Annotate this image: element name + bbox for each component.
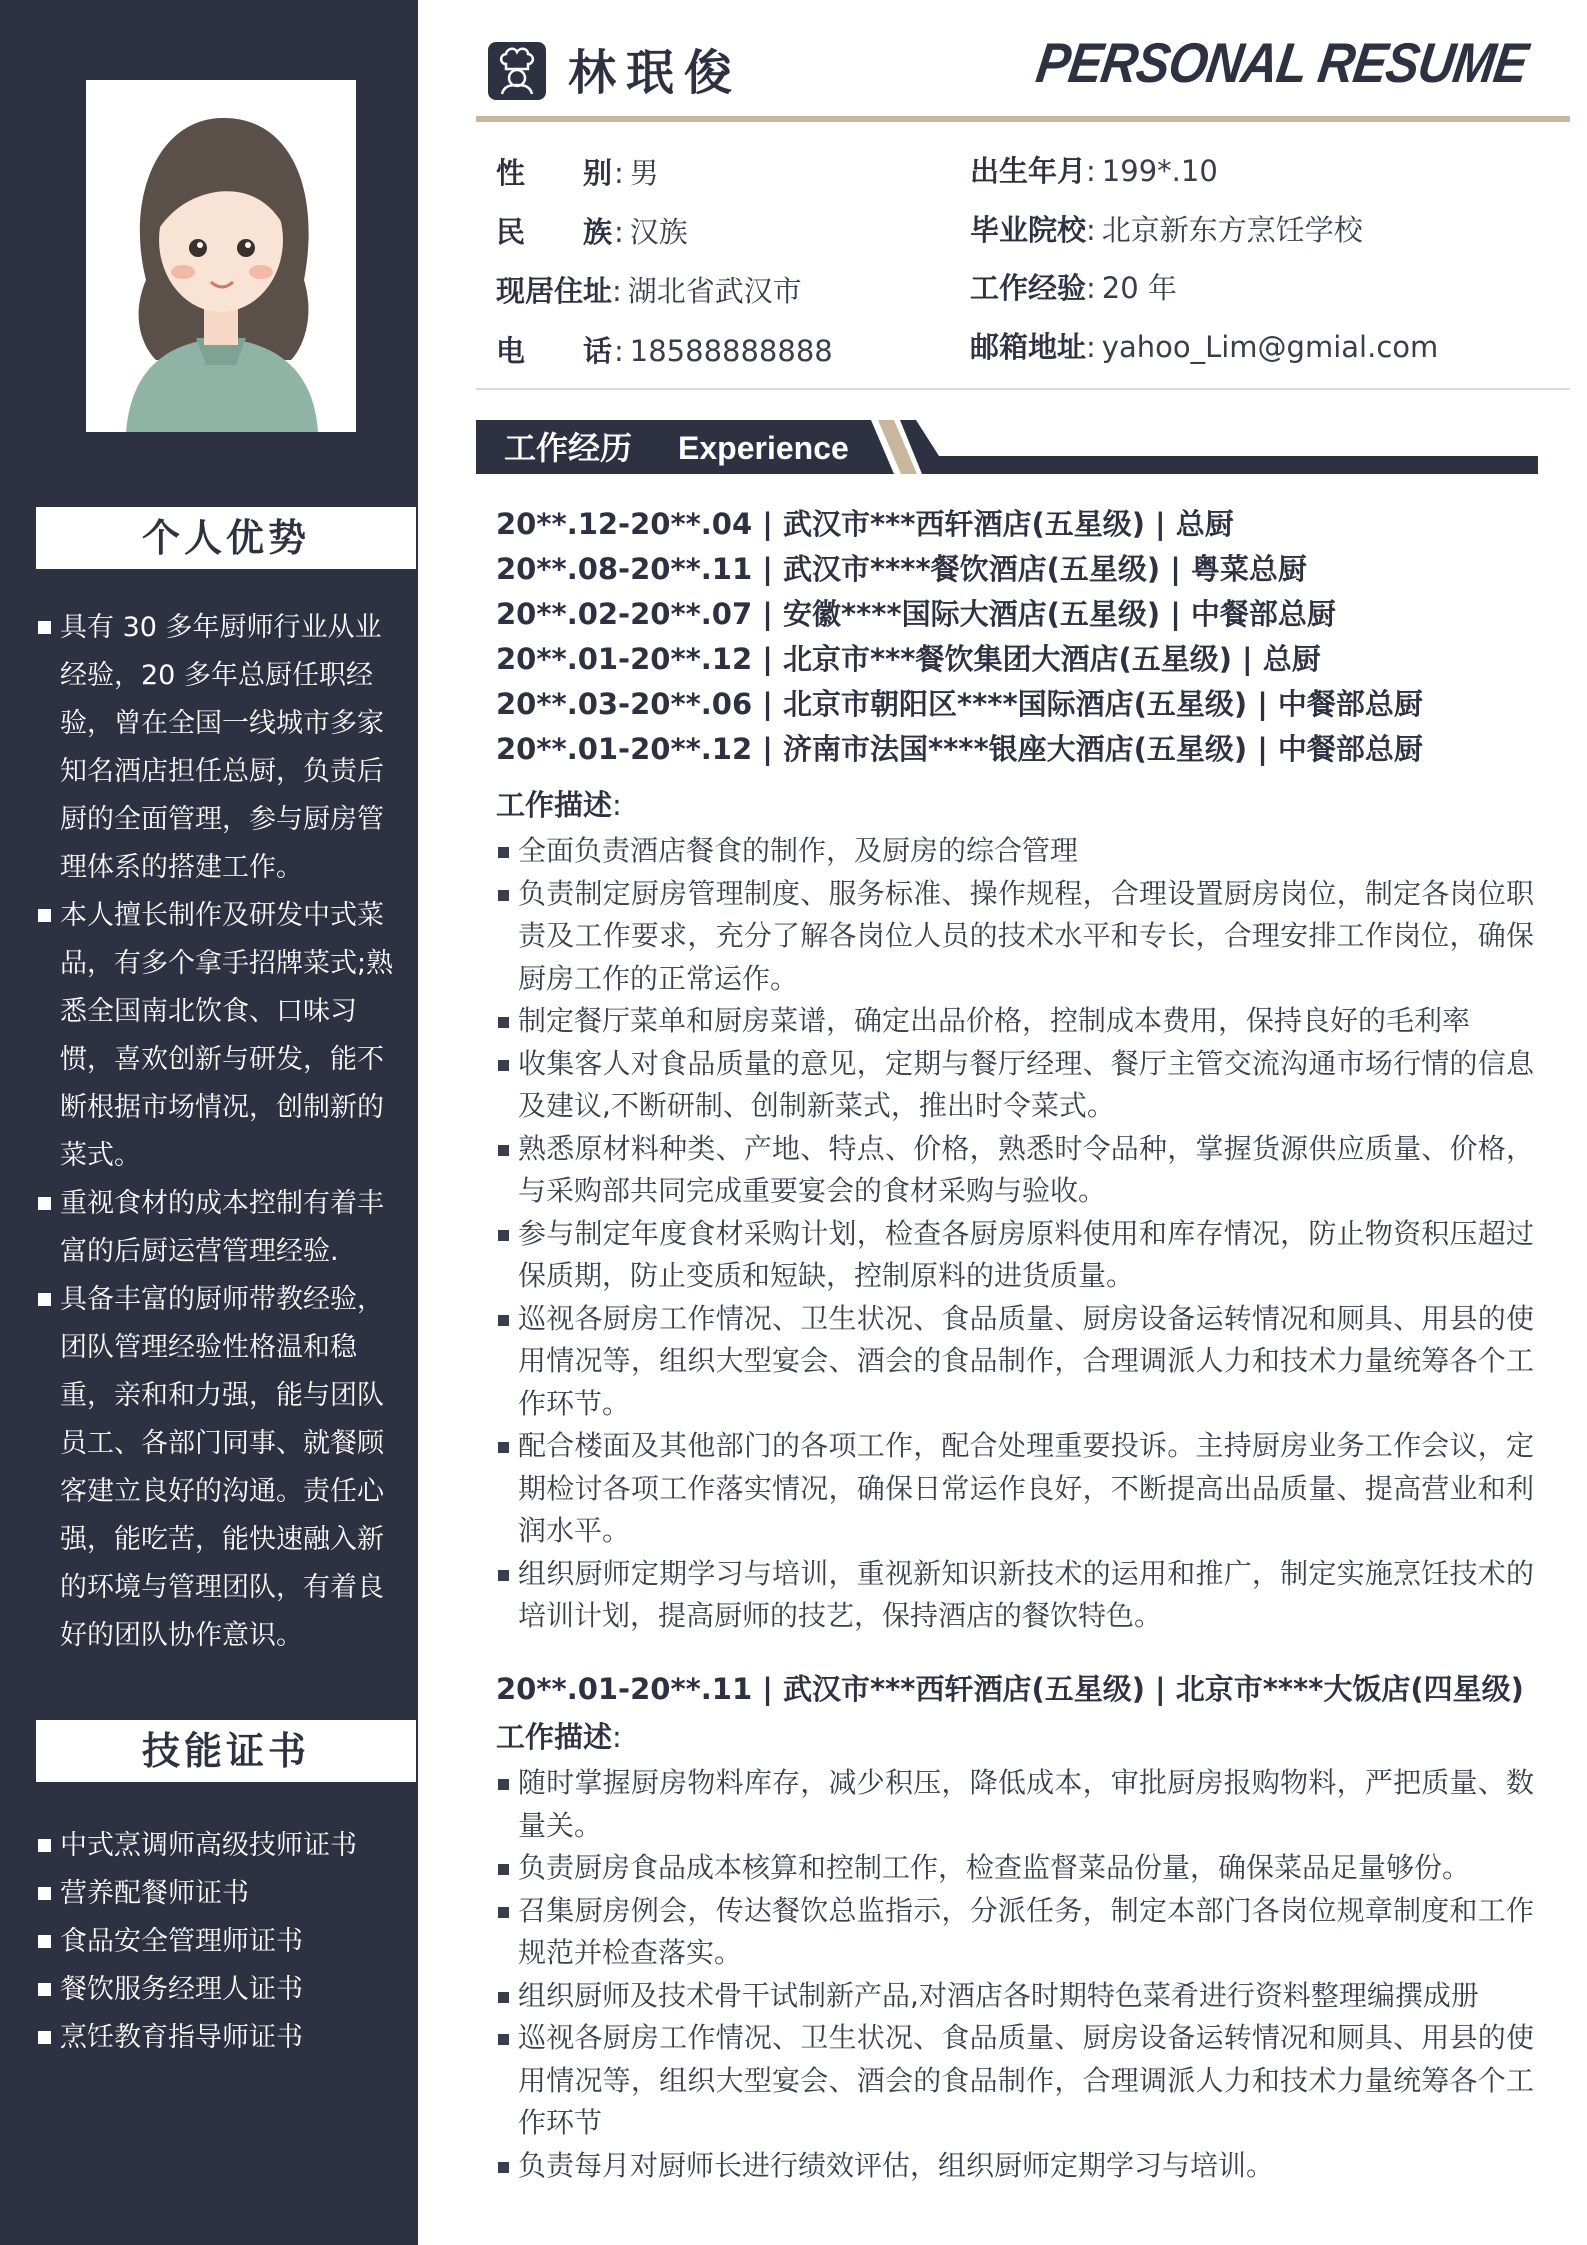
desc-title-2 xyxy=(496,1716,622,1758)
chef-icon xyxy=(488,42,546,100)
info-school: 毕业院校: 北京新东方烹饪学校 xyxy=(970,210,1363,250)
info-label: 出生年月 xyxy=(970,154,1087,188)
experience-title-cn: 工作经历 xyxy=(504,429,633,467)
list-item: 制定餐厅菜单和厨房菜谱，确定出品价格，控制成本费用，保持良好的毛利率 xyxy=(496,1000,1534,1043)
job-entry: 20**.03-20**.06 | 北京市朝阳区****国际酒店(五星级) | 中餐部总厨 xyxy=(496,687,1423,721)
info-value: 汉族 xyxy=(629,215,688,249)
desc-title-colon: : xyxy=(612,1720,622,1754)
resume-title: PERSONAL RESUME xyxy=(1032,31,1532,95)
info-value: 北京新东方烹饪学校 xyxy=(1101,213,1363,247)
info-value: 18588888888 xyxy=(629,334,833,368)
list-item: 召集厨房例会，传达餐饮总监指示，分派任务，制定本部门各岗位规章制度和工作规范并检查落实。 xyxy=(496,1890,1534,1975)
desc-title-colon: : xyxy=(612,788,622,822)
info-value: 199*.10 xyxy=(1101,154,1218,188)
avatar xyxy=(86,80,356,432)
list-item: 中式烹调师高级技师证书 xyxy=(36,1822,396,1870)
info-value: yahoo_Lim@gmial.com xyxy=(1101,330,1439,364)
list-item: 餐饮服务经理人证书 xyxy=(36,1966,396,2014)
info-label: 性 别 xyxy=(496,156,613,190)
list-item: 巡视各厨房工作情况、卫生状况、食品质量、厨房设备运转情况和厕具、用县的使用情况等，组织大型宴会、酒会的食品制作，合理调派人力和技术力量统筹各个工作环节。 xyxy=(496,1298,1534,1426)
info-value: 湖北省武汉市 xyxy=(627,274,802,308)
experience-title-en: Experience xyxy=(678,430,849,466)
list-item: 营养配餐师证书 xyxy=(36,1870,396,1918)
list-item: 配合楼面及其他部门的各项工作，配合处理重要投诉。主持厨房业务工作会议，定期检讨各项工作落实情况，确保日常运作良好，不断提高出品质量、提高营业和利润水平。 xyxy=(496,1425,1534,1553)
list-item: 本人擅长制作及研发中式菜品，有多个拿手招牌菜式;熟悉全国南北饮食、口味习惯，喜欢创新与研发，能不断根据市场情况，创制新的菜式。 xyxy=(36,892,396,1180)
job-entry: 20**.08-20**.11 | 武汉市****餐饮酒店(五星级) | 粤菜总厨 xyxy=(496,552,1307,586)
info-email: 邮箱地址: yahoo_Lim@gmial.com xyxy=(970,327,1438,367)
list-item: 食品安全管理师证书 xyxy=(36,1918,396,1966)
desc-list xyxy=(496,830,1534,1638)
info-phone: 电 话: 18588888888 xyxy=(496,331,833,371)
advantages-heading: 个人优势 xyxy=(36,507,416,569)
job-entry: 20**.02-20**.07 | 安徽****国际大酒店(五星级) | 中餐部总厨 xyxy=(496,597,1336,631)
info-divider xyxy=(476,388,1570,390)
desc-title xyxy=(496,784,622,826)
info-label: 民 族 xyxy=(496,215,613,249)
list-item: 负责厨房食品成本核算和控制工作，检查监督菜品份量，确保菜品足量够份。 xyxy=(496,1847,1534,1890)
list-item: 收集客人对食品质量的意见，定期与餐厅经理、餐厅主管交流沟通市场行情的信息及建议,不断研制、创制新菜式，推出时令菜式。 xyxy=(496,1043,1534,1128)
list-item: 重视食材的成本控制有着丰富的后厨运营管理经验. xyxy=(36,1180,396,1276)
list-item: 随时掌握厨房物料库存，减少积压，降低成本，审批厨房报购物料，严把质量、数量关。 xyxy=(496,1762,1534,1847)
name: 林珉俊 xyxy=(568,45,743,101)
info-label: 毕业院校 xyxy=(970,213,1087,247)
certs-heading: 技能证书 xyxy=(36,1720,416,1782)
desc-list-2 xyxy=(496,1762,1534,2187)
job-entry-2: 20**.01-20**.11 | 武汉市***西轩酒店(五星级) | 北京市****大饭店(四星级) xyxy=(496,1672,1524,1706)
job-entry: 20**.12-20**.04 | 武汉市***西轩酒店(五星级) | 总厨 xyxy=(496,507,1234,541)
list-item: 具备丰富的厨师带教经验，团队管理经验性格温和稳重，亲和和力强，能与团队员工、各部门同事、就餐顾客建立良好的沟通。责任心强，能吃苦，能快速融入新的环境与管理团队，有着良好的团队协作意识。 xyxy=(36,1276,396,1660)
list-item: 熟悉原材料种类、产地、特点、价格，熟悉时令品种，掌握货源供应质量、价格，与采购部共同完成重要宴会的食材采购与验收。 xyxy=(496,1128,1534,1213)
info-experience: 工作经验: 20 年 xyxy=(970,268,1177,308)
info-address: 现居住址: 湖北省武汉市 xyxy=(496,271,802,311)
info-value: 20 年 xyxy=(1101,271,1177,305)
list-item: 全面负责酒店餐食的制作，及厨房的综合管理 xyxy=(496,830,1534,873)
list-item: 参与制定年度食材采购计划，检查各厨房原料使用和库存情况，防止物资积压超过保质期，防止变质和短缺，控制原料的进货质量。 xyxy=(496,1213,1534,1298)
list-item: 组织厨师及技术骨干试制新产品,对酒店各时期特色菜肴进行资料整理编撰成册 xyxy=(496,1975,1534,2018)
info-label: 邮箱地址 xyxy=(970,330,1087,364)
list-item: 负责制定厨房管理制度、服务标准、操作规程，合理设置厨房岗位，制定各岗位职责及工作要求，充分了解各岗位人员的技术水平和专长，合理安排工作岗位，确保厨房工作的正常运作。 xyxy=(496,873,1534,1001)
list-item: 负责每月对厨师长进行绩效评估，组织厨师定期学习与培训。 xyxy=(496,2145,1534,2188)
list-item: 巡视各厨房工作情况、卫生状况、食品质量、厨房设备运转情况和厕具、用县的使用情况等，组织大型宴会、酒会的食品制作，合理调派人力和技术力量统筹各个工作环节 xyxy=(496,2017,1534,2145)
certs-list xyxy=(36,1822,396,2062)
experience-title xyxy=(504,424,849,472)
info-label: 现居住址 xyxy=(496,274,613,308)
desc-title-text: 工作描述 xyxy=(496,788,613,822)
info-label: 电 话 xyxy=(496,334,613,368)
advantages-list xyxy=(36,604,396,1660)
list-item: 组织厨师定期学习与培训，重视新知识新技术的运用和推广，制定实施烹饪技术的培训计划，提高厨师的技艺，保持酒店的餐饮特色。 xyxy=(496,1553,1534,1638)
info-birth: 出生年月: 199*.10 xyxy=(970,151,1218,191)
job-list xyxy=(496,502,1556,772)
profile-photo xyxy=(86,80,356,432)
info-value: 男 xyxy=(629,156,659,190)
info-gender: 性 别: 男 xyxy=(496,153,659,193)
list-item: 具有 30 多年厨师行业从业经验，20 多年总厨任职经验，曾在全国一线城市多家知名酒店担任总厨，负责后厨的全面管理，参与厨房管理体系的搭建工作。 xyxy=(36,604,396,892)
info-ethnicity: 民 族: 汉族 xyxy=(496,212,688,252)
desc-title-text: 工作描述 xyxy=(496,1720,613,1754)
job-entry: 20**.01-20**.12 | 济南市法国****银座大酒店(五星级) | 中餐部总厨 xyxy=(496,732,1423,766)
sidebar xyxy=(0,0,418,2245)
job-entry: 20**.01-20**.12 | 北京市***餐饮集团大酒店(五星级) | 总厨 xyxy=(496,642,1321,676)
info-label: 工作经验 xyxy=(970,271,1087,305)
list-item: 烹饪教育指导师证书 xyxy=(36,2014,396,2062)
header-divider xyxy=(476,116,1570,122)
